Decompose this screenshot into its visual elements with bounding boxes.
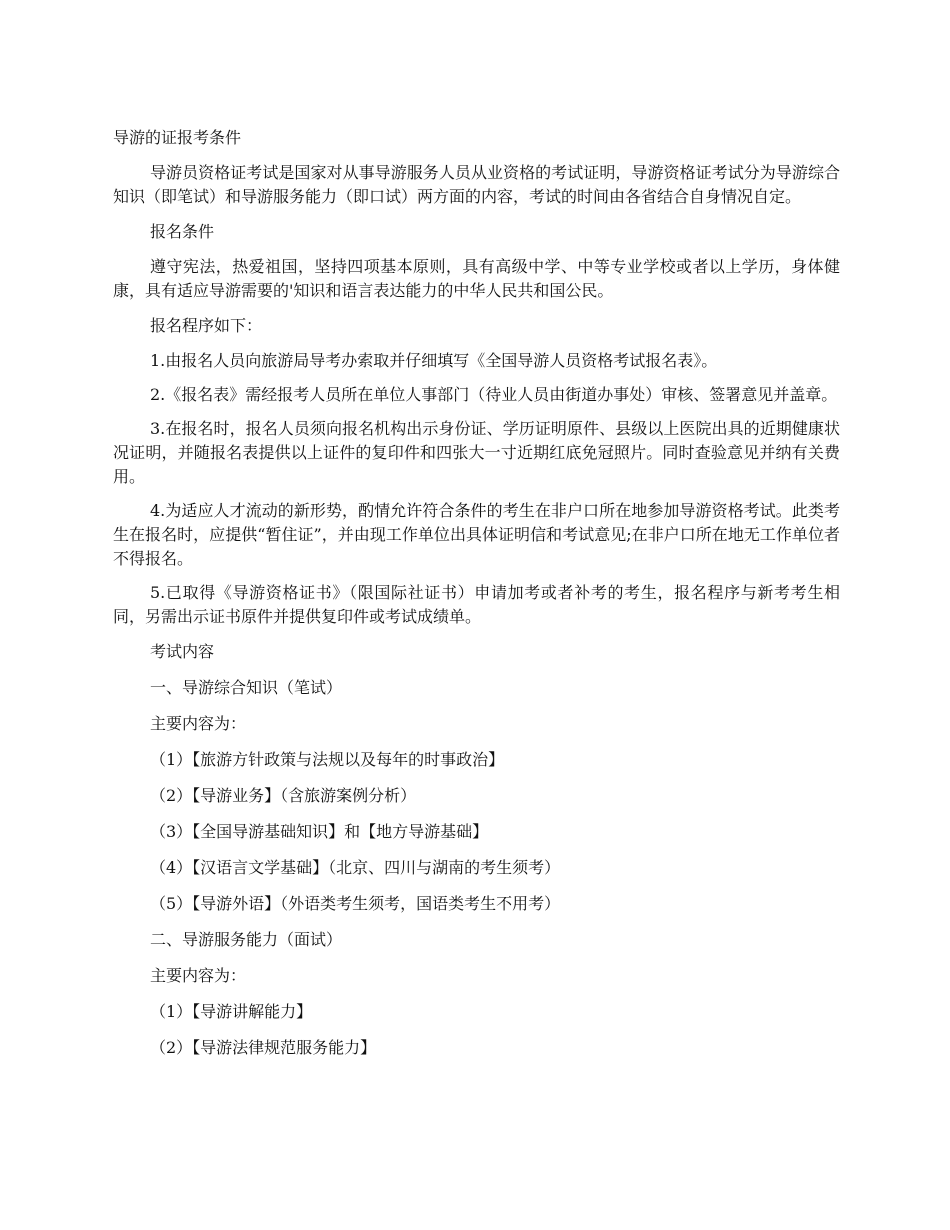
procedure-step: 1.由报名人员向旅游局导考办索取并仔细填写《全国导游人员资格考试报名表》。 [150,351,718,370]
section-heading-exam-content: 考试内容 [150,642,215,661]
registration-conditions-paragraph: 遵守宪法，热爱祖国，坚持四项基本原则，具有高级中学、中等专业学校或者以上学历，身体健康，具有适应导游需要的'知识和语言表达能力的中华人民共和国公民。 [113,257,840,300]
part2-heading: 二、导游服务能力（面试） [150,930,343,949]
procedure-step: 4.为适应人才流动的新形势，酌情允许符合条件的考生在非户口所在地参加导游资格考试。此类考生在报名时，应提供“暂住证”，并由现工作单位出具体证明信和考试意见;在非户口所在地无工作单位者不得报名。 [113,501,840,568]
part1-intro: 主要内容为： [150,714,247,733]
part1-list-item: （4）【汉语言文学基础】（北京、四川与湖南的考生须考） [150,858,561,877]
part1-list-item: （2）【导游业务】（含旅游案例分析） [150,786,417,805]
intro-paragraph: 导游员资格证考试是国家对从事导游服务人员从业资格的考试证明，导游资格证考试分为导游综合知识（即笔试）和导游服务能力（即口试）两方面的内容，考试的时间由各省结合自身情况自定。 [113,163,840,206]
part1-heading: 一、导游综合知识（笔试） [150,678,343,697]
part2-list-item: （1）【导游讲解能力】 [150,1002,313,1021]
part1-list-item: （3）【全国导游基础知识】和【地方导游基础】 [150,822,489,841]
procedure-step: 5.已取得《导游资格证书》（限国际社证书）申请加考或者补考的考生，报名程序与新考考生相同，另需出示证书原件并提供复印件或考试成绩单。 [113,583,840,626]
part2-list-item: （2）【导游法律规范服务能力】 [150,1038,377,1057]
section-heading-registration: 报名条件 [150,222,215,241]
part1-list-item: （5）【导游外语】（外语类考生须考，国语类考生不用考） [150,894,561,913]
part2-intro: 主要内容为： [150,966,247,985]
procedure-step: 3.在报名时，报名人员须向报名机构出示身份证、学历证明原件、县级以上医院出具的近期健康状况证明，并随报名表提供以上证件的复印件和四张大一寸近期红底免冠照片。同时查验意见并纳有关费用。 [113,419,840,486]
procedure-step: 2.《报名表》需经报考人员所在单位人事部门（待业人员由街道办事处）审核、签署意见并盖章。 [150,385,838,404]
document-title: 导游的证报考条件 [113,128,242,147]
section-heading-procedure: 报名程序如下： [150,316,263,335]
part1-list-item: （1）【旅游方针政策与法规以及每年的时事政治】 [150,750,505,769]
